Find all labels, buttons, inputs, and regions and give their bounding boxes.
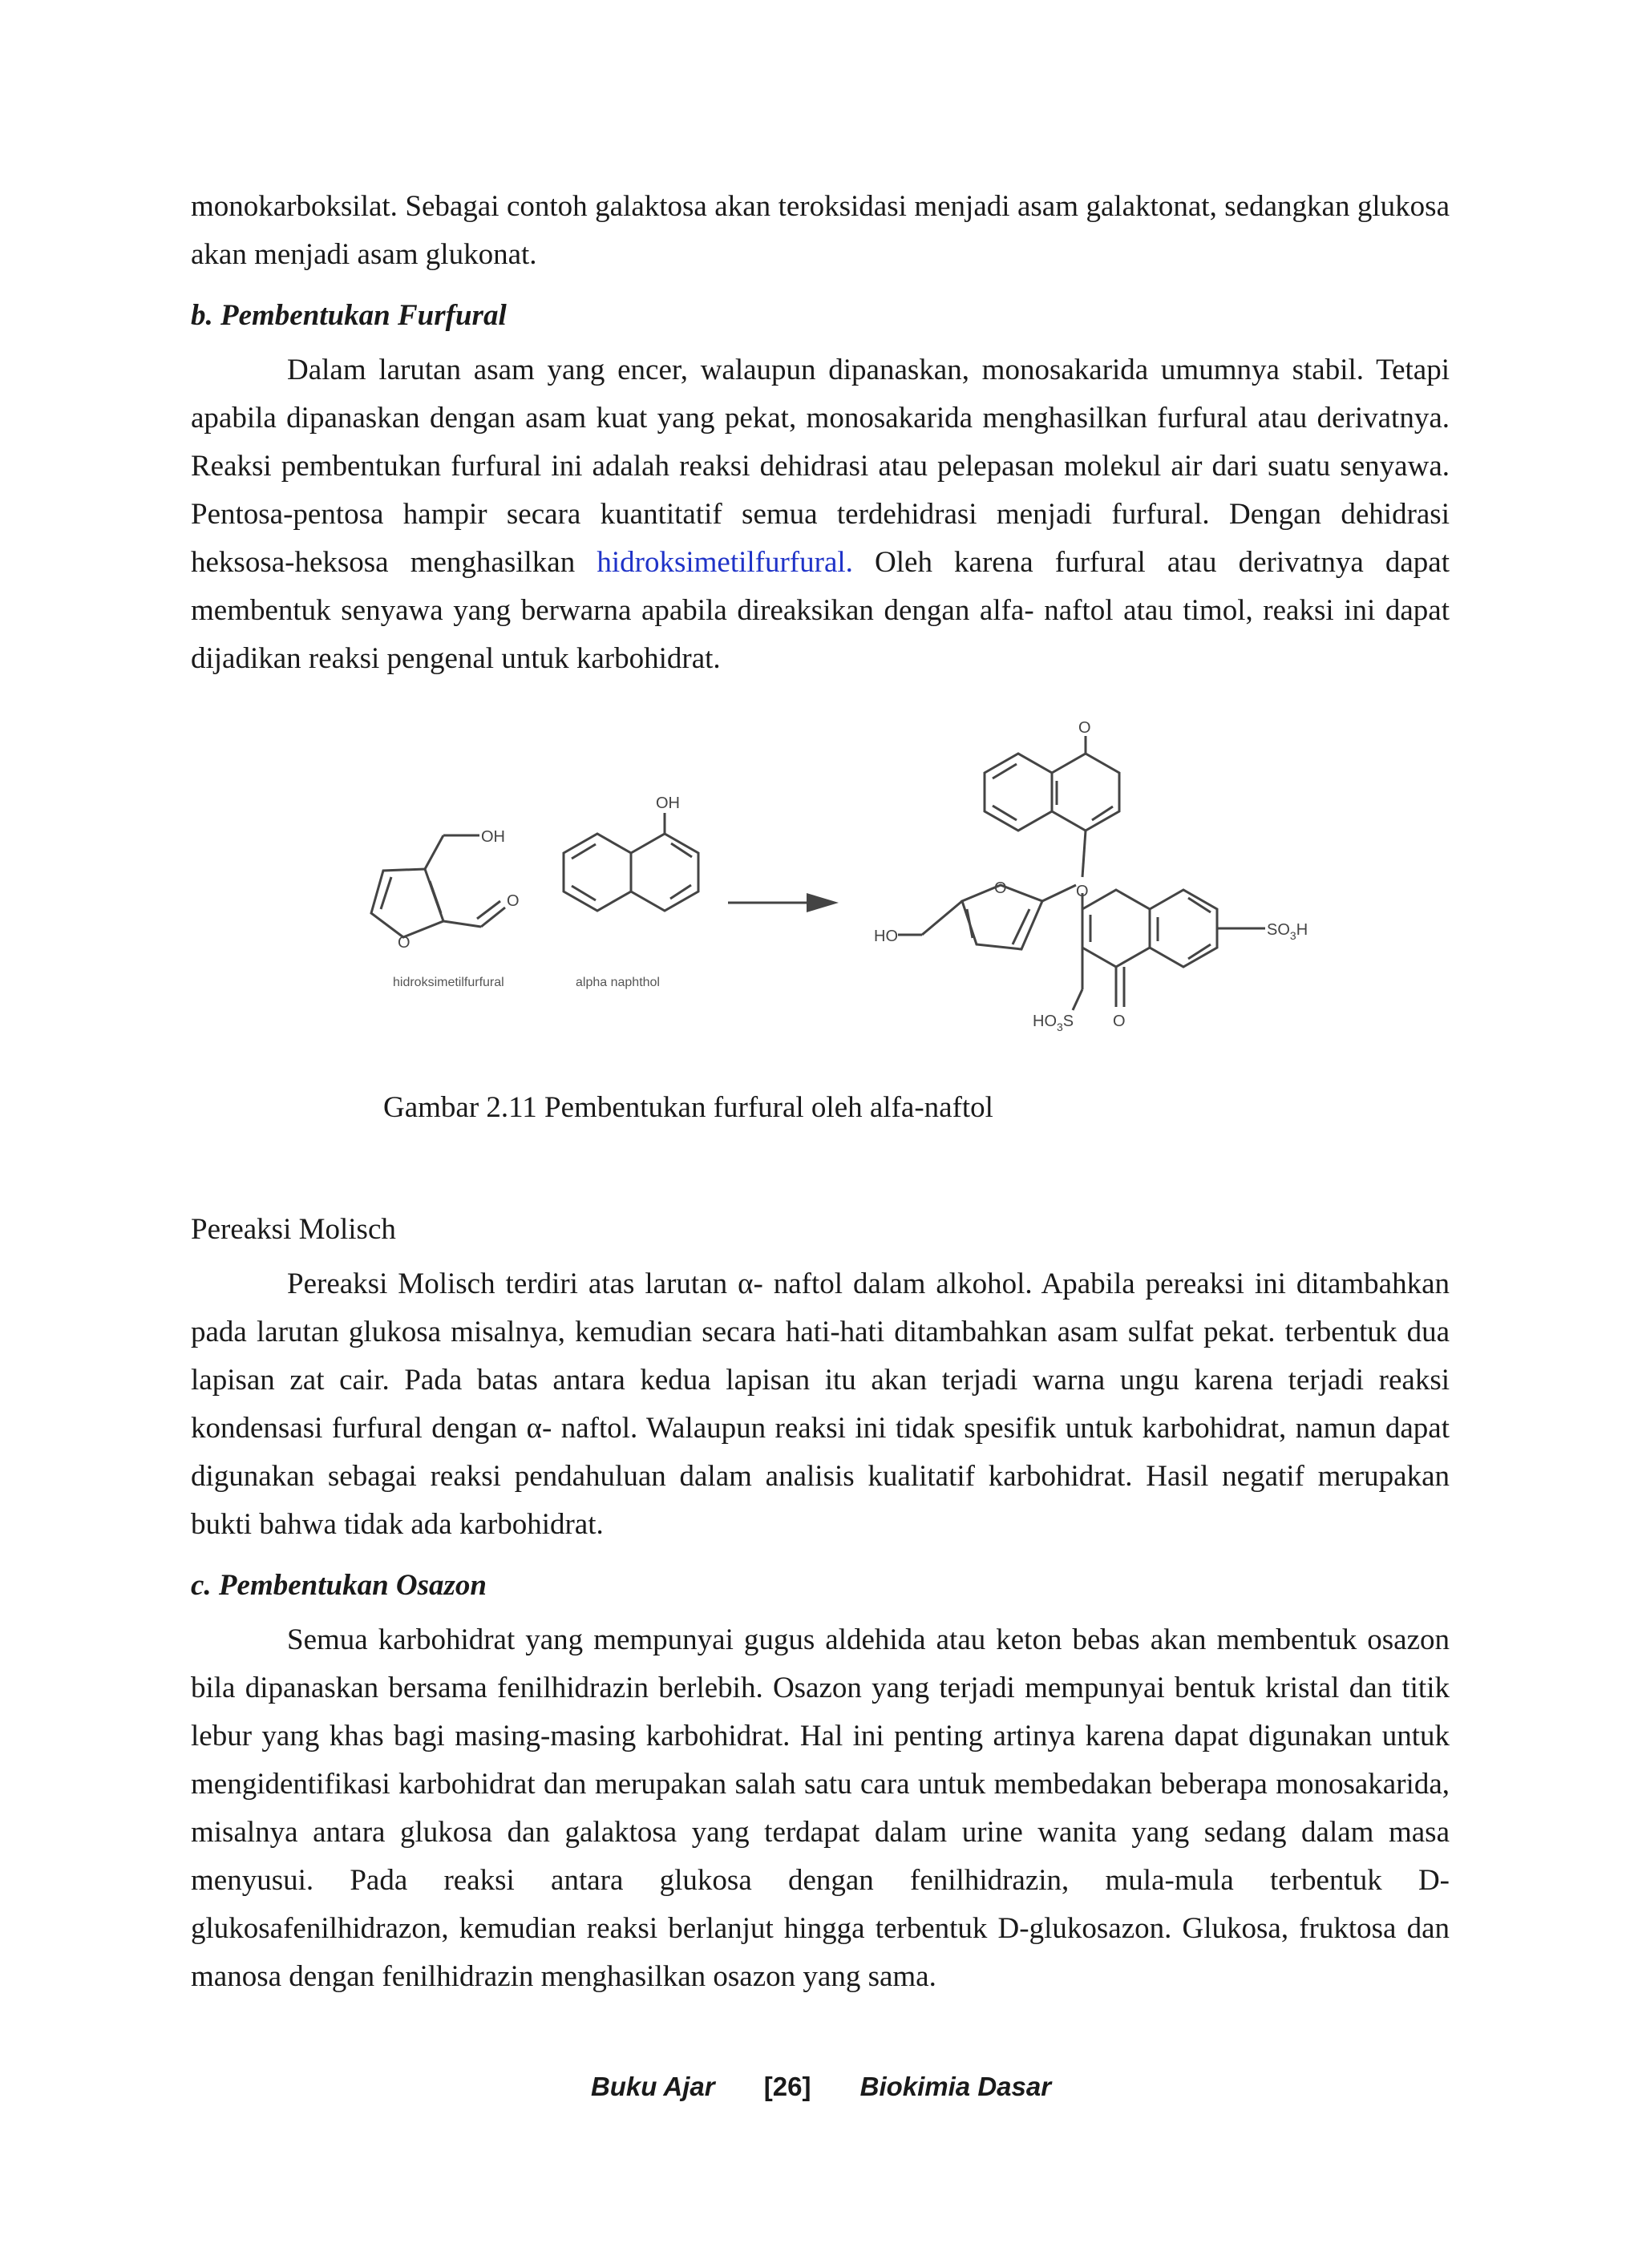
- page-body: [191, 183, 1450, 2001]
- section-b-heading: b. Pembentukan Furfural: [191, 299, 507, 332]
- product-ring-bottom-right: [1150, 890, 1217, 967]
- arrow-head: [807, 893, 839, 912]
- product-bridge-o-label: O: [1076, 883, 1089, 900]
- reaction-diagram: [191, 717, 1450, 1069]
- so3h-so: SO: [1267, 921, 1290, 939]
- product-top-o-label: O: [1078, 719, 1091, 737]
- footer-page-number: [26]: [763, 2072, 811, 2101]
- product-ring-bottom-left: [1082, 890, 1150, 967]
- section-c-heading: c. Pembentukan Osazon: [191, 1569, 487, 1602]
- so3h-sub3: 3: [1289, 929, 1296, 942]
- footer-right: Biokimia Dasar: [859, 2072, 1052, 2101]
- ho3s-sub3: 3: [1057, 1021, 1063, 1033]
- naphthol-oh-label: OH: [656, 794, 680, 812]
- section-c-paragraph: Semua karbohidrat yang mempunyai gugus aldehida atau keton bebas akan membentuk osazon bila dipanaskan bersama fenilhidrazin berlebih. Osazon yang terjadi mempunyai bentuk kristal dan titik lebur yang khas bagi masing-masing karbohidrat. Hal ini penting artinya karena dapat digunakan untuk mengidentifikasi karbohidrat dan merupakan salah satu cara untuk membedakan beberapa monosakarida, misalnya antara glukosa dan galaktosa yang terdapat dalam urine wanita yang sedang dalam masa menyusui. Pada reaksi antara glukosa dengan fenilhidrazin, mula-mula terbentuk D- glukosafenilhidrazon, kemudian reaksi berlanjut hingga terbentuk D-glukosazon. Glukosa, fruktosa dan manosa dengan fenilhidrazin menghasilkan osazon yang sama.: [191, 1623, 1450, 1993]
- hmf-molecule: [371, 835, 505, 937]
- product-ring-top-left: [985, 754, 1052, 831]
- section-b-text-2: Oleh karena furfural atau derivatnya dapat membentuk senyawa yang berwarna apabila direaksikan dengan alfa- naftol atau timol, reaksi ini dapat dijadikan reaksi pengenal untuk karbohidrat.: [191, 546, 1450, 675]
- ho3s-ho: HO: [1033, 1013, 1057, 1030]
- product-bottom-o-label: O: [1113, 1013, 1126, 1030]
- footer-left: Buku Ajar: [590, 2072, 715, 2101]
- section-b-paragraph: [191, 346, 1450, 683]
- figure-caption: Gambar 2.11 Pembentukan furfural oleh alfa-naftol: [383, 1091, 993, 1124]
- product-ring-top-right: [1052, 754, 1119, 831]
- section-b-text-1: Dalam larutan asam yang encer, walaupun dipanaskan, monosakarida umumnya stabil. Tetapi apabila dipanaskan dengan asam kuat yang pekat, monosakarida menghasilkan furfural atau derivatnya. Reaksi pembentukan furfural ini adalah reaksi dehidrasi atau pelepasan molekul air dari suatu senyawa. Pentosa-pentosa hampir secara kuantitatif semua terdehidrasi menjadi furfural. Dengan dehidrasi heksosa-heksosa menghasilkan: [191, 354, 1450, 579]
- page-footer: [0, 2072, 1642, 2102]
- product-molecule: [898, 736, 1265, 1010]
- paragraph-intro: monokarboksilat. Sebagai contoh galaktosa akan teroksidasi menjadi asam galaktonat, sedangkan glukosa akan menjadi asam glukonat.: [191, 190, 1450, 271]
- product-furan-o-label: O: [994, 879, 1007, 897]
- hmf-link[interactable]: hidroksimetilfurfural.: [597, 546, 853, 579]
- ho3s-s: S: [1062, 1013, 1074, 1030]
- naphthol-ring-left: [564, 834, 631, 911]
- product-ho3s-label: [1033, 1013, 1074, 1033]
- figure-furfural-reaction: [191, 717, 1450, 1069]
- hmf-ring-o-label: O: [398, 934, 410, 952]
- naphthol-molecule: [564, 813, 698, 911]
- hmf-caption: hidroksimetilfurfural: [393, 976, 504, 989]
- molisch-paragraph: Pereaksi Molisch terdiri atas larutan α- naftol dalam alkohol. Apabila pereaksi ini ditambahkan pada larutan glukosa misalnya, kemudian secara hati-hati ditambahkan asam sulfat pekat. terbentuk dua lapisan zat cair. Pada batas antara kedua lapisan itu akan terjadi warna ungu karena terjadi reaksi kondensasi furfural dengan α- naftol. Walaupun reaksi ini tidak spesifik untuk karbohidrat, namun dapat digunakan sebagai reaksi pendahuluan dalam analisis kualitatif karbohidrat. Hasil negatif merupakan bukti bahwa tidak ada karbohidrat.: [191, 1267, 1450, 1541]
- naphthol-caption: alpha naphthol: [576, 976, 660, 989]
- hmf-oh-label: OH: [481, 828, 505, 846]
- product-ho-label: HO: [874, 928, 898, 945]
- product-so3h-label: [1267, 921, 1308, 942]
- so3h-h: H: [1296, 921, 1308, 939]
- naphthol-ring-right: [631, 834, 698, 911]
- hmf-aldehyde-o-label: O: [507, 892, 520, 910]
- molisch-heading: Pereaksi Molisch: [191, 1213, 396, 1246]
